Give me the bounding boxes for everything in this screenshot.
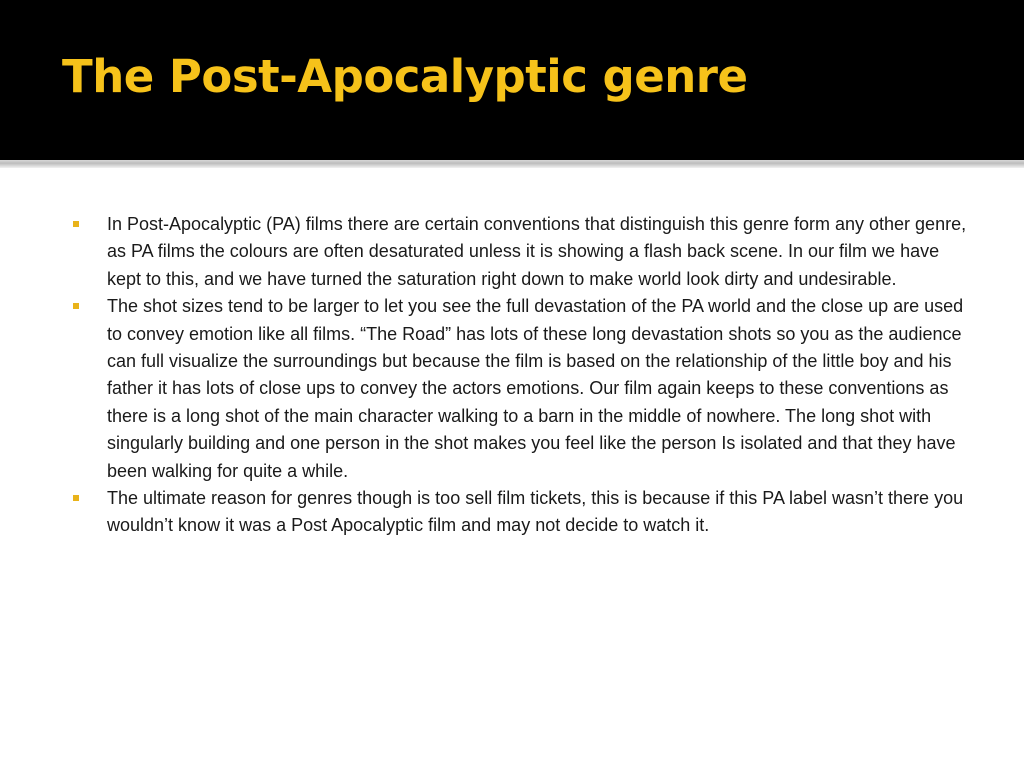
- bullet-item: [70, 485, 970, 540]
- bullet-text: The ultimate reason for genres though is too sell film tickets, this is because if this PA label wasn’t there you wouldn’t know it was a Post Apocalyptic film and may not decide to watch it.: [107, 488, 964, 536]
- bullet-list: [70, 211, 970, 540]
- square-bullet-icon: [73, 221, 79, 227]
- square-bullet-icon: [73, 303, 79, 309]
- title-divider: [0, 160, 1024, 168]
- bullet-text: The shot sizes tend to be larger to let you see the full devastation of the PA world and the close up are used to convey emotion like all films. “The Road” has lots of these long devastation shots so you as the audience can full visualize the surroundings but because the film is based on the relationship of the little boy and his father it has lots of close ups to convey the actors emotions. Our film again keeps to these conventions as there is a long shot of the main character walking to a barn in the middle of nowhere. The long shot with singularly building and one person in the shot makes you feel like the person Is isolated and that they have been walking for quite a while.: [107, 296, 964, 481]
- square-bullet-icon: [73, 495, 79, 501]
- bullet-item: [70, 211, 970, 293]
- bullet-text: In Post-Apocalyptic (PA) films there are certain conventions that distinguish this genre form any other genre, as PA films the colours are often desaturated unless it is showing a flash back scene. In our film we have kept to this, and we have turned the saturation right down to make world look dirty and undesirable.: [107, 214, 967, 289]
- slide-title: The Post-Apocalyptic genre: [62, 50, 748, 103]
- bullet-item: [70, 293, 970, 485]
- slide-body: [70, 211, 970, 540]
